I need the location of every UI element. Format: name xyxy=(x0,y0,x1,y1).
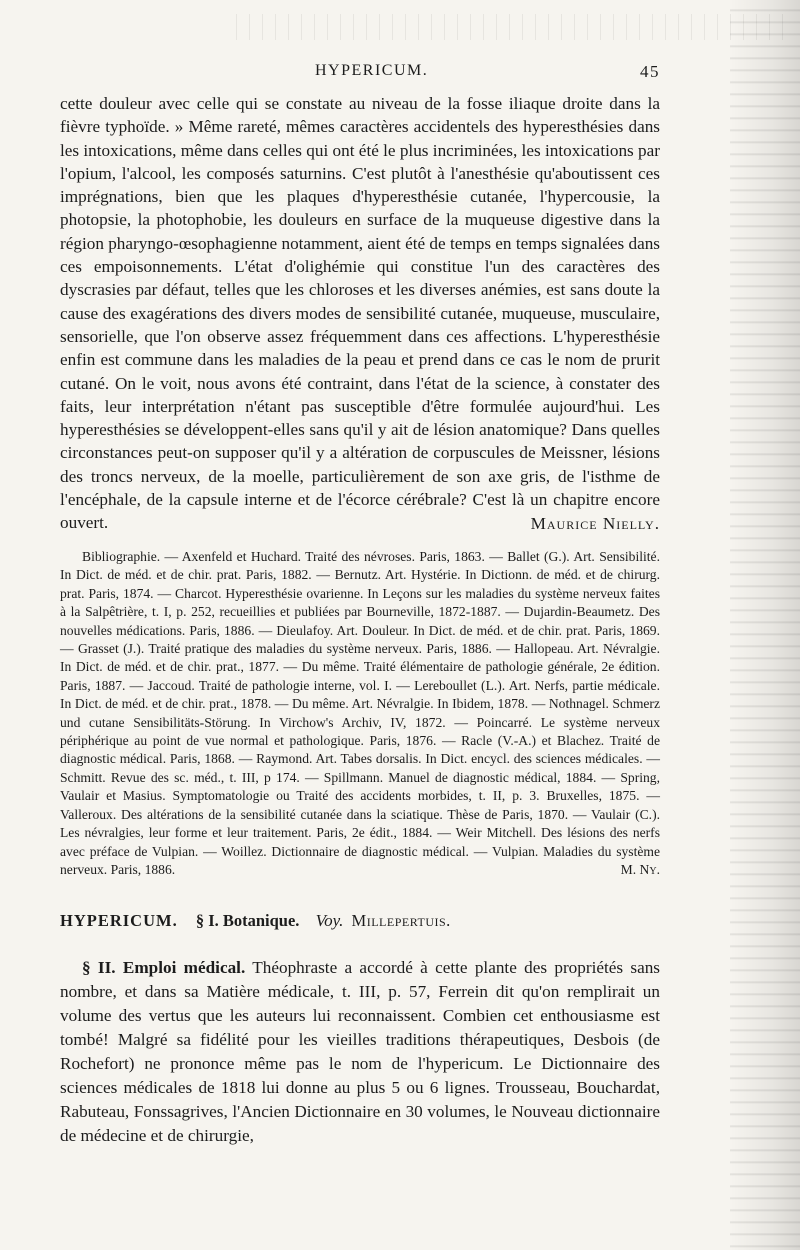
section-emploi-medical xyxy=(60,956,660,1148)
entry-heading xyxy=(60,910,660,932)
page-number: 45 xyxy=(640,62,660,81)
main-text-block xyxy=(60,92,660,535)
author-signature: Maurice Nielly. xyxy=(530,513,660,533)
running-head xyxy=(60,62,660,86)
scan-noise xyxy=(230,14,790,40)
running-title: HYPERICUM. xyxy=(315,62,429,79)
section2-text: Théophraste a accordé à cette plante des propriétés sans nombre, et dans sa Matière médicale, t. III, p. 57, Ferrein dit qu'on remplirait un volume des vertus que les auteurs lui reconnaissent. Combien cet enthousiasme est tombé! Malgré sa fidélité pour les vieilles traditions thérapeutiques, Desbois (de Rochefort) ne prononce même pas le nom de l'hypericum. Le Dictionnaire des sciences médicales de 1818 lui donne au plus 5 ou 6 lignes. Trousseau, Bouchardat, Rabuteau, Fonssagrives, l'Ancien Dictionnaire en 30 volumes, le Nouveau dictionnaire de médecine et de chirurgie, xyxy=(60,958,660,1145)
page-edge xyxy=(730,0,800,1250)
bibliography-text: Bibliographie. — Axenfeld et Huchard. Traité des névroses. Paris, 1863. — Ballet (G.). Art. Sensibilité. In Dict. de méd. et de chir. prat. Paris, 1882. — Bernutz. Art. Hystérie. In Dictionn. de méd. et de chirurg. prat. Paris, 1874. — Charcot. Hyperesthésie ovarienne. In Leçons sur les maladies du système nerveux faites à la Salpêtrière, t. I, p. 252, recueillies et publiées par Bourneville, 1872-1887. — Dujardin-Beaumetz. Des nouvelles médications. Paris, 1886. — Dieulafoy. Art. Douleur. In Dict. de méd. et de chir. prat. Paris, 1869. — Grasset (J.). Traité pratique des maladies du système nerveux. Paris, 1886. — Hallopeau. Art. Névralgie. In Dict. de méd. et de chir. prat., 1877. — Du même. Traité élémentaire de pathologie générale, 2e édition. Paris, 1887. — Jaccoud. Traité de pathologie interne, vol. I. — Lereboullet (L.). Art. Nerfs, partie médicale. In Dict. de méd. et de chir. prat., 1878. — Du même. Art. Névralgie. In Ibidem, 1878. — Nothnagel. Schmerz und cutane Sensibilitäts-Störung. In Virchow's Archiv, IV, 1872. — Poincarré. Le système nerveux périphérique au point de vue normal et pathologique. Paris, 1876. — Racle (V.-A.) et Blachez. Traité de diagnostic médical. Paris, 1868. — Raymond. Art. Tabes dorsalis. In Dict. encycl. des sciences médicales. — Schmitt. Revue des sc. méd., t. III, p 174. — Spillmann. Manuel de diagnostic médical, 1884. — Spring, Vaulair et Masius. Symptomatologie ou Traité des accidents morbides, t. II, p. 3. Bruxelles, 1875. — Valleroux. Des altérations de la sensibilité cutanée dans la sciatique. Thèse de Paris, 1870. — Vaulair (C.). Les névralgies, leur forme et leur traitement. Paris, 2e édit., 1884. — Weir Mitchell. Des lésions des nerfs avec préface de Vulpian. — Woillez. Dictionnaire de diagnostic médical. — Vulpian. Maladies du système nerveux. Paris, 1886. xyxy=(60,549,660,877)
entry-headword: HYPERICUM. xyxy=(60,911,178,930)
voy-label: Voy. xyxy=(315,911,344,930)
bibliography-block xyxy=(60,548,660,880)
section-botanique-label: § I. Botanique. xyxy=(195,911,300,930)
main-paragraph: cette douleur avec celle qui se constate au niveau de la fosse iliaque droite dans la fièvre typhoïde. » Même rareté, mêmes caractères accidentels des hyperesthésies dans les intoxications, même dans celles qui ont été le plus incriminées, les intoxications par l'opium, l'alcool, les composés saturnins. C'est plutôt à l'anesthésie qu'aboutissent ces imprégnations, bien que les plaques d'hyperesthésie cutanée, l'hypercousie, la photopsie, la photophobie, les douleurs en surface de la muqueuse digestive dans la région pharyngo-œsophagienne notamment, aient été de temps en temps signalées dans ces empoisonnements. L'état d'olighémie qui constitue l'un des caractères des dyscrasies par défaut, telles que les chloroses et les diverses anémies, est sans doute la cause des exagérations des divers modes de sensibilité cutanée, muqueuse, musculaire, sensorielle, que l'on observe assez fréquemment dans ces affections. L'hyperesthésie enfin est commune dans les maladies de la peau et prend dans ce cas le nom de prurit cutané. On le voit, nous avons été contraint, dans l'état de la science, à constater des faits, leur interprétation n'étant pas susceptible d'être formulée aujourd'hui. Les hyperesthésies se développent-elles sans qu'il y ait de lésion anatomique? Dans quelles circonstances peut-on supposer qu'il y a altération de corpuscules de Meissner, lésions des troncs nerveux, de la moelle, particulièrement de son axe gris, de l'isthme de l'encéphale, de la capsule interne et de l'écorce cérébrale? C'est là un chapitre encore ouvert. xyxy=(60,94,660,533)
section2-paragraph xyxy=(60,956,660,1148)
section2-label: § II. Emploi médical. xyxy=(82,958,246,977)
bibliography-signature: M. Ny. xyxy=(620,862,660,878)
cross-reference: Millepertuis. xyxy=(351,911,451,930)
